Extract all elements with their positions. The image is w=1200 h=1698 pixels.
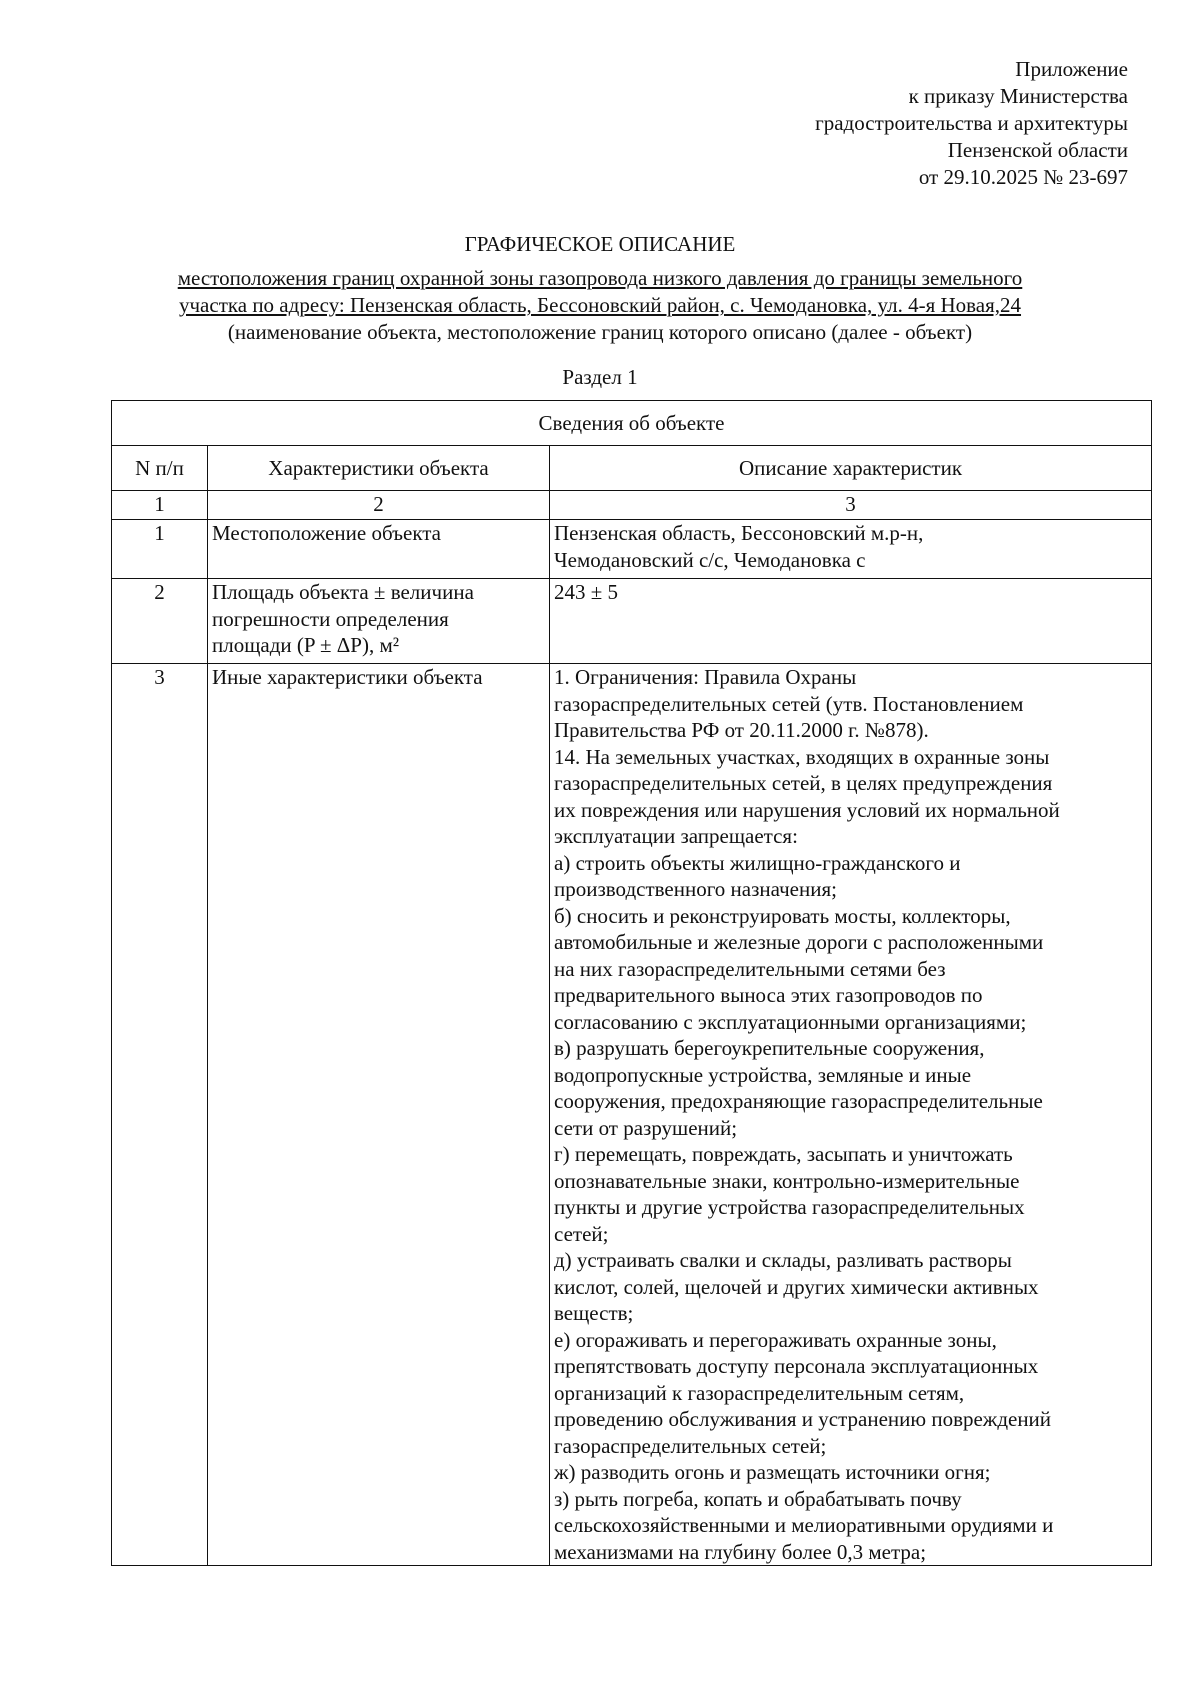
table-row <box>112 579 1152 664</box>
row-name-line: погрешности определения <box>212 606 449 631</box>
row-desc-line: эксплуатации запрещается: <box>554 824 798 848</box>
row-name-line: площади (P ± ΔP), м² <box>212 633 400 657</box>
row-desc-line: сети от разрушений; <box>554 1115 738 1140</box>
document-title: ГРАФИЧЕСКОЕ ОПИСАНИЕ <box>464 232 736 256</box>
row-desc-line: сельскохозяйственными и мелиоративными орудиями и <box>554 1513 1054 1537</box>
row-desc-line: д) устраивать свалки и склады, разливать растворы <box>554 1248 1012 1272</box>
row-desc <box>550 520 1152 579</box>
row-desc <box>550 664 1152 1566</box>
table-header-row <box>112 446 1152 491</box>
row-desc-line: кислот, солей, щелочей и других химически активных <box>554 1274 1039 1299</box>
appendix-block <box>815 56 1128 191</box>
row-desc-line: 14. На земельных участках, входящих в охранные зоны <box>554 744 1050 769</box>
row-desc-line: пункты и другие устройства газораспределительных <box>554 1195 1025 1219</box>
row-desc-line: 1. Ограничения: Правила Охраны <box>554 665 857 689</box>
table-row <box>112 520 1152 579</box>
row-desc-line: е) огораживать и перегораживать охранные зоны, <box>554 1327 997 1352</box>
header-num: N п/п <box>112 446 208 491</box>
appendix-line: градостроительства и архитектуры <box>815 111 1128 135</box>
row-desc-line: газораспределительных сетей, в целях предупреждения <box>554 771 1053 795</box>
index-cell: 3 <box>550 491 1152 520</box>
row-desc-line: газораспределительных сетей (утв. Постановлением <box>554 691 1024 716</box>
row-name-line: Иные характеристики объекта <box>212 665 483 689</box>
row-desc-line: автомобильные и железные дороги с расположенными <box>554 930 1044 954</box>
row-desc-line: г) перемещать, повреждать, засыпать и уничтожать <box>554 1142 1013 1166</box>
row-desc-line: опознавательные знаки, контрольно-измерительные <box>554 1168 1020 1193</box>
row-desc-line: Пензенская область, Бессоновский м.р-н, <box>554 521 924 545</box>
row-num: 2 <box>112 579 208 664</box>
row-desc-line: веществ; <box>554 1301 634 1325</box>
row-desc-line: ж) разводить огонь и размещать источники огня; <box>554 1460 991 1484</box>
table-row <box>112 664 1152 1566</box>
appendix-line: к приказу Министерства <box>908 84 1128 108</box>
section-label: Раздел 1 <box>562 365 638 389</box>
row-desc <box>550 579 1152 664</box>
header-description: Описание характеристик <box>550 446 1152 491</box>
row-desc-line: в) разрушать берегоукрепительные сооружения, <box>554 1036 985 1060</box>
row-name <box>208 579 550 664</box>
header-characteristic: Характеристики объекта <box>208 446 550 491</box>
row-desc-line: согласованию с эксплуатационными организациями; <box>554 1009 1027 1034</box>
row-desc-line: предварительного выноса этих газопроводов по <box>554 983 983 1007</box>
index-cell: 1 <box>112 491 208 520</box>
row-name-line: Местоположение объекта <box>212 521 442 545</box>
object-info-table <box>111 400 1152 1566</box>
row-desc-line: Правительства РФ от 20.11.2000 г. №878). <box>554 718 929 742</box>
row-desc-line: а) строить объекты жилищно-гражданского и <box>554 850 961 875</box>
row-num: 3 <box>112 664 208 1566</box>
row-desc-line: б) сносить и реконструировать мосты, коллекторы, <box>554 903 1011 928</box>
row-desc-line: газораспределительных сетей; <box>554 1433 827 1458</box>
document-subtitle <box>0 265 1200 346</box>
row-desc-line: организаций к газораспределительным сетям, <box>554 1380 965 1405</box>
row-desc-line: производственного назначения; <box>554 877 837 901</box>
row-desc-line: проведению обслуживания и устранению повреждений <box>554 1407 1052 1431</box>
row-desc-line: механизмами на глубину более 0,3 метра; <box>554 1539 927 1564</box>
row-desc-line: сетей; <box>554 1221 609 1246</box>
row-name <box>208 520 550 579</box>
row-num: 1 <box>112 520 208 579</box>
row-desc-line: сооружения, предохраняющие газораспределительные <box>554 1089 1043 1113</box>
row-desc-line: препятствовать доступу персонала эксплуатационных <box>554 1354 1039 1378</box>
row-desc-line: з) рыть погреба, копать и обрабатывать почву <box>554 1486 962 1511</box>
appendix-line: от 29.10.2025 № 23-697 <box>918 165 1128 189</box>
subtitle-line: местоположения границ охранной зоны газопровода низкого давления до границы земельного <box>177 266 1023 290</box>
table-title-row <box>112 401 1152 446</box>
row-desc-line: их повреждения или нарушения условий их нормальной <box>554 797 1060 822</box>
appendix-line: Приложение <box>1015 57 1128 81</box>
row-name <box>208 664 550 1566</box>
table-title: Сведения об объекте <box>112 401 1152 446</box>
row-desc-line: Чемодановский с/с, Чемодановка с <box>554 547 866 572</box>
table-index-row <box>112 491 1152 520</box>
appendix-line: Пензенской области <box>947 138 1128 162</box>
row-desc-line: водопропускные устройства, земляные и иные <box>554 1062 972 1087</box>
index-cell: 2 <box>208 491 550 520</box>
row-desc-line: 243 ± 5 <box>554 580 619 604</box>
subtitle-note: (наименование объекта, местоположение границ которого описано (далее - объект) <box>227 320 973 344</box>
row-name-line: Площадь объекта ± величина <box>212 580 474 604</box>
subtitle-line: участка по адресу: Пензенская область, Бессоновский район, с. Чемодановка, ул. 4-я Новая,24 <box>178 293 1022 317</box>
row-desc-line: на них газораспределительными сетями без <box>554 956 946 981</box>
